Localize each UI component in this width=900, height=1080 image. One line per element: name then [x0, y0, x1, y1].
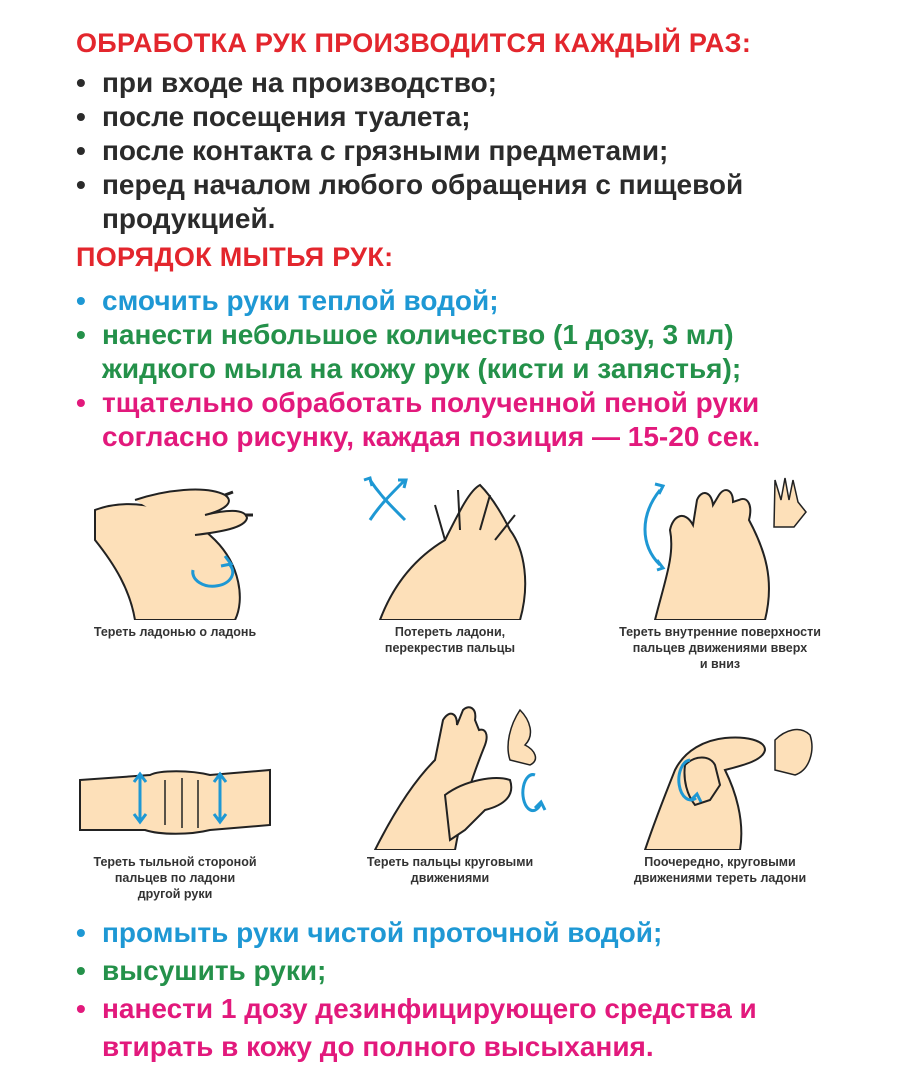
final-list — [76, 914, 757, 1066]
processing-list — [76, 66, 743, 236]
processing-title: ОБРАБОТКА РУК ПРОИЗВОДИТСЯ КАЖДЫЙ РАЗ: — [76, 28, 752, 58]
step-4 — [40, 720, 310, 902]
list-item: • нанести 1 дозу дезинфицирующего средства и — [76, 993, 757, 1024]
palm-to-palm-icon — [75, 470, 275, 620]
fingers-up-down-icon — [615, 460, 825, 620]
step-6 — [585, 710, 855, 886]
step-3 — [585, 460, 855, 672]
rotational-thumb-icon — [345, 700, 555, 850]
list-item: • тщательно обработать полученной пеной руки — [76, 387, 760, 418]
rotational-fingertips-icon — [615, 710, 825, 850]
list-item: • промыть руки чистой проточной водой; — [76, 917, 663, 948]
list-item-continuation: согласно рисунку, каждая позиция — 15-20 сек. — [102, 421, 761, 452]
list-item-continuation: втирать в кожу до полного высыхания. — [102, 1031, 654, 1062]
list-item: • после контакта с грязными предметами; — [76, 135, 669, 166]
washing-list — [76, 284, 760, 454]
backs-of-fingers-icon — [70, 720, 280, 850]
step-caption: Тереть пальцы круговыми движениями — [366, 855, 534, 885]
list-item: • при входе на производство; — [76, 67, 498, 98]
list-item: • смочить руки теплой водой; — [76, 285, 499, 316]
step-caption: Тереть внутренние поверхности пальцев движениями вверх и вниз — [619, 625, 821, 671]
step-caption: Тереть тыльной стороной пальцев по ладони другой руки — [93, 855, 257, 901]
step-caption: Тереть ладонью о ладонь — [93, 625, 257, 639]
step-2 — [315, 470, 585, 656]
step-caption: Потереть ладони, перекрестив пальцы — [384, 625, 516, 655]
list-item: • нанести небольшое количество (1 дозу, 3 мл) — [76, 319, 734, 350]
list-item: • высушить руки; — [76, 955, 327, 986]
step-1 — [40, 470, 310, 640]
list-item-continuation: продукцией. — [102, 203, 276, 234]
interlaced-fingers-icon — [350, 470, 550, 620]
list-item: • после посещения туалета; — [76, 101, 471, 132]
list-item: • перед началом любого обращения с пищевой — [76, 169, 744, 200]
step-5 — [315, 700, 585, 886]
step-caption: Поочередно, круговыми движениями тереть ладони — [633, 855, 807, 885]
washing-title: ПОРЯДОК МЫТЬЯ РУК: — [76, 242, 394, 272]
list-item-continuation: жидкого мыла на кожу рук (кисти и запястья); — [102, 353, 742, 384]
